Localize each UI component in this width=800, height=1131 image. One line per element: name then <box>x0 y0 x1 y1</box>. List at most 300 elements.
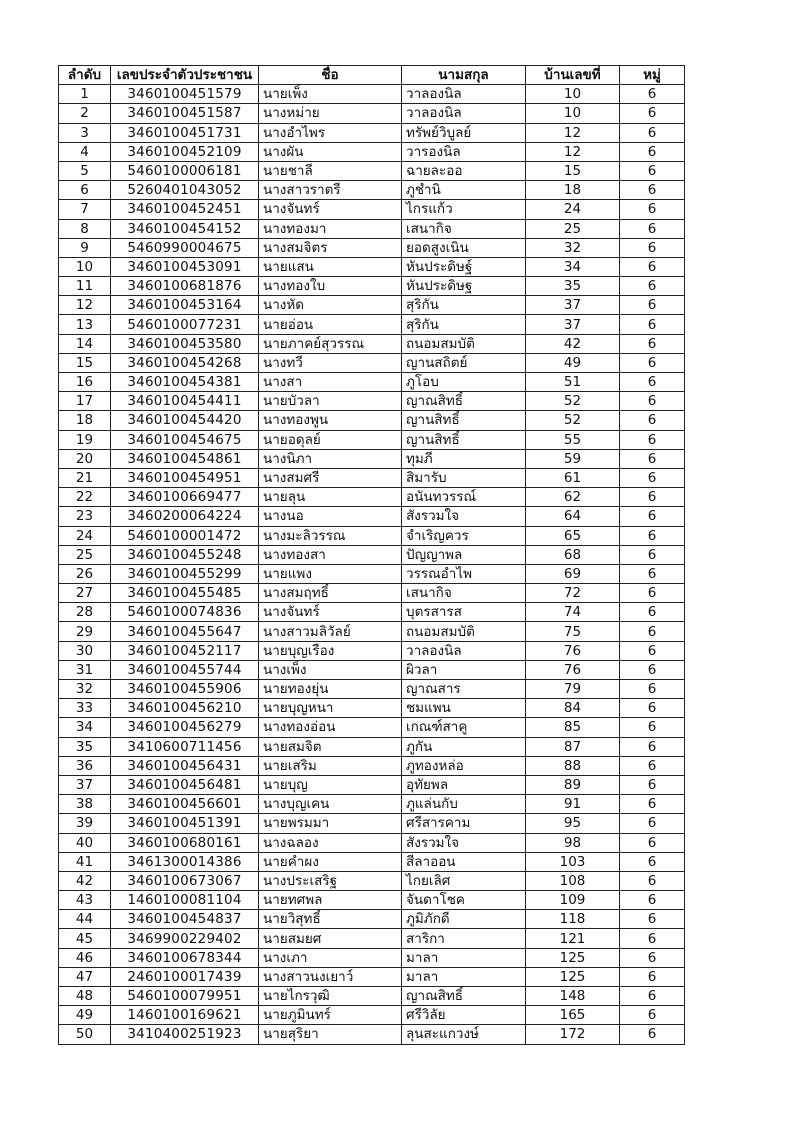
citizen-id-cell: 3460100453091 <box>111 257 259 276</box>
last-name-cell: ฉายละออ <box>402 161 526 180</box>
citizen-id-cell: 3460100455485 <box>111 584 259 603</box>
row-number-cell: 40 <box>59 833 111 852</box>
table-row <box>59 545 685 564</box>
moo-cell: 6 <box>620 526 685 545</box>
house-number-cell: 37 <box>526 315 620 334</box>
moo-cell: 6 <box>620 277 685 296</box>
citizen-id-cell: 3460100678344 <box>111 948 259 967</box>
table-row <box>59 641 685 660</box>
citizen-id-cell: 3460100453164 <box>111 296 259 315</box>
moo-cell: 6 <box>620 449 685 468</box>
last-name-cell: ยอดสูงเนิน <box>402 238 526 257</box>
moo-cell: 6 <box>620 699 685 718</box>
table-row <box>59 411 685 430</box>
house-number-cell: 10 <box>526 85 620 104</box>
last-name-cell: หันประดิษฐ์ <box>402 257 526 276</box>
row-number-cell: 30 <box>59 641 111 660</box>
row-number-cell: 36 <box>59 756 111 775</box>
header-house-number: บ้านเลขที่ <box>526 66 620 85</box>
row-number-cell: 47 <box>59 967 111 986</box>
last-name-cell: ญานสิทธิ์ <box>402 411 526 430</box>
house-number-cell: 12 <box>526 123 620 142</box>
last-name-cell: ภูกัน <box>402 737 526 756</box>
moo-cell: 6 <box>620 967 685 986</box>
last-name-cell: สาริกา <box>402 929 526 948</box>
table-row <box>59 910 685 929</box>
first-name-cell: นางหัด <box>259 296 402 315</box>
header-moo: หมู่ <box>620 66 685 85</box>
first-name-cell: นายเพ็ง <box>259 85 402 104</box>
first-name-cell: นางผัน <box>259 142 402 161</box>
last-name-cell: ภูชำนิ <box>402 181 526 200</box>
house-number-cell: 98 <box>526 833 620 852</box>
table-row <box>59 85 685 104</box>
row-number-cell: 35 <box>59 737 111 756</box>
house-number-cell: 109 <box>526 891 620 910</box>
first-name-cell: นายทศพล <box>259 891 402 910</box>
row-number-cell: 43 <box>59 891 111 910</box>
citizen-id-cell: 3460100456431 <box>111 756 259 775</box>
table-row <box>59 1025 685 1044</box>
first-name-cell: นางสาวมลิวัลย์ <box>259 622 402 641</box>
table-row <box>59 353 685 372</box>
table-row <box>59 699 685 718</box>
citizen-id-cell: 5460100074836 <box>111 603 259 622</box>
first-name-cell: นางสมศรี <box>259 468 402 487</box>
first-name-cell: นายแพง <box>259 564 402 583</box>
house-number-cell: 89 <box>526 775 620 794</box>
citizen-id-cell: 3460100452451 <box>111 200 259 219</box>
citizen-id-cell: 3460100680161 <box>111 833 259 852</box>
citizen-id-cell: 3460100451731 <box>111 123 259 142</box>
house-number-cell: 52 <box>526 392 620 411</box>
house-number-cell: 37 <box>526 296 620 315</box>
moo-cell: 6 <box>620 373 685 392</box>
last-name-cell: ทรัพย์วิบูลย์ <box>402 123 526 142</box>
citizen-id-cell: 3460100456279 <box>111 718 259 737</box>
table-row <box>59 468 685 487</box>
first-name-cell: นางเภา <box>259 948 402 967</box>
resident-table <box>58 65 685 1045</box>
last-name-cell: ทุมภี <box>402 449 526 468</box>
citizen-id-cell: 3460100454675 <box>111 430 259 449</box>
citizen-id-cell: 3460100454381 <box>111 373 259 392</box>
row-number-cell: 41 <box>59 852 111 871</box>
moo-cell: 6 <box>620 852 685 871</box>
last-name-cell: ไกรแก้ว <box>402 200 526 219</box>
last-name-cell: จันดาโชค <box>402 891 526 910</box>
table-row <box>59 891 685 910</box>
first-name-cell: นายสมจิต <box>259 737 402 756</box>
moo-cell: 6 <box>620 718 685 737</box>
moo-cell: 6 <box>620 929 685 948</box>
first-name-cell: นายชาลี <box>259 161 402 180</box>
last-name-cell: ภูมิภักดี <box>402 910 526 929</box>
house-number-cell: 55 <box>526 430 620 449</box>
house-number-cell: 91 <box>526 795 620 814</box>
row-number-cell: 22 <box>59 488 111 507</box>
first-name-cell: นายสุริยา <box>259 1025 402 1044</box>
last-name-cell: ลุนสะแกวงษ์ <box>402 1025 526 1044</box>
citizen-id-cell: 3460100456481 <box>111 775 259 794</box>
row-number-cell: 25 <box>59 545 111 564</box>
house-number-cell: 69 <box>526 564 620 583</box>
house-number-cell: 118 <box>526 910 620 929</box>
house-number-cell: 172 <box>526 1025 620 1044</box>
row-number-cell: 18 <box>59 411 111 430</box>
last-name-cell: ไกยเลิศ <box>402 871 526 890</box>
last-name-cell: ญานสิทธิ์ <box>402 430 526 449</box>
moo-cell: 6 <box>620 833 685 852</box>
moo-cell: 6 <box>620 737 685 756</box>
first-name-cell: นางจันทร์ <box>259 200 402 219</box>
house-number-cell: 51 <box>526 373 620 392</box>
first-name-cell: นายทองยุ่น <box>259 680 402 699</box>
house-number-cell: 121 <box>526 929 620 948</box>
last-name-cell: เสนากิจ <box>402 584 526 603</box>
last-name-cell: สิมารับ <box>402 468 526 487</box>
citizen-id-cell: 1460100081104 <box>111 891 259 910</box>
table-row <box>59 296 685 315</box>
first-name-cell: นางสา <box>259 373 402 392</box>
table-row <box>59 104 685 123</box>
citizen-id-cell: 3410600711456 <box>111 737 259 756</box>
table-row <box>59 1006 685 1025</box>
table-row <box>59 526 685 545</box>
citizen-id-cell: 3460100454268 <box>111 353 259 372</box>
header-row <box>59 66 685 85</box>
house-number-cell: 72 <box>526 584 620 603</box>
moo-cell: 6 <box>620 987 685 1006</box>
citizen-id-cell: 3460100453580 <box>111 334 259 353</box>
citizen-id-cell: 3461300014386 <box>111 852 259 871</box>
house-number-cell: 49 <box>526 353 620 372</box>
row-number-cell: 37 <box>59 775 111 794</box>
table-row <box>59 219 685 238</box>
row-number-cell: 4 <box>59 142 111 161</box>
row-number-cell: 20 <box>59 449 111 468</box>
house-number-cell: 12 <box>526 142 620 161</box>
last-name-cell: วาลองนิล <box>402 104 526 123</box>
table-row <box>59 948 685 967</box>
last-name-cell: อนันทวรรณ์ <box>402 488 526 507</box>
row-number-cell: 45 <box>59 929 111 948</box>
table-row <box>59 315 685 334</box>
moo-cell: 6 <box>620 181 685 200</box>
last-name-cell: วรรณอำไพ <box>402 564 526 583</box>
moo-cell: 6 <box>620 564 685 583</box>
row-number-cell: 28 <box>59 603 111 622</box>
citizen-id-cell: 3460100455248 <box>111 545 259 564</box>
row-number-cell: 48 <box>59 987 111 1006</box>
table-row <box>59 680 685 699</box>
moo-cell: 6 <box>620 200 685 219</box>
house-number-cell: 108 <box>526 871 620 890</box>
row-number-cell: 38 <box>59 795 111 814</box>
first-name-cell: นางทองอ่อน <box>259 718 402 737</box>
house-number-cell: 76 <box>526 660 620 679</box>
row-number-cell: 1 <box>59 85 111 104</box>
house-number-cell: 88 <box>526 756 620 775</box>
first-name-cell: นายบุญ <box>259 775 402 794</box>
citizen-id-cell: 1460100169621 <box>111 1006 259 1025</box>
last-name-cell: สุริกัน <box>402 315 526 334</box>
first-name-cell: นายบัวลา <box>259 392 402 411</box>
citizen-id-cell: 5460100079951 <box>111 987 259 1006</box>
last-name-cell: ญาณสาร <box>402 680 526 699</box>
house-number-cell: 62 <box>526 488 620 507</box>
last-name-cell: ภูโอบ <box>402 373 526 392</box>
citizen-id-cell: 3469900229402 <box>111 929 259 948</box>
citizen-id-cell: 3460200064224 <box>111 507 259 526</box>
row-number-cell: 15 <box>59 353 111 372</box>
first-name-cell: นายเสริม <box>259 756 402 775</box>
row-number-cell: 42 <box>59 871 111 890</box>
first-name-cell: นางทองพูน <box>259 411 402 430</box>
moo-cell: 6 <box>620 104 685 123</box>
row-number-cell: 29 <box>59 622 111 641</box>
citizen-id-cell: 5460100001472 <box>111 526 259 545</box>
table-header <box>59 66 685 85</box>
row-number-cell: 34 <box>59 718 111 737</box>
first-name-cell: นายคำผง <box>259 852 402 871</box>
house-number-cell: 34 <box>526 257 620 276</box>
moo-cell: 6 <box>620 948 685 967</box>
moo-cell: 6 <box>620 871 685 890</box>
first-name-cell: นางหม่าย <box>259 104 402 123</box>
row-number-cell: 31 <box>59 660 111 679</box>
last-name-cell: บุตรสารส <box>402 603 526 622</box>
house-number-cell: 74 <box>526 603 620 622</box>
first-name-cell: นางทองสา <box>259 545 402 564</box>
first-name-cell: นายวิสุทธิ์ <box>259 910 402 929</box>
first-name-cell: นางทวี <box>259 353 402 372</box>
citizen-id-cell: 3460100454411 <box>111 392 259 411</box>
table-row <box>59 449 685 468</box>
house-number-cell: 68 <box>526 545 620 564</box>
table-row <box>59 161 685 180</box>
last-name-cell: ชมแพน <box>402 699 526 718</box>
table-row <box>59 142 685 161</box>
last-name-cell: สังรวมใจ <box>402 507 526 526</box>
last-name-cell: มาลา <box>402 967 526 986</box>
citizen-id-cell: 3460100456210 <box>111 699 259 718</box>
row-number-cell: 13 <box>59 315 111 334</box>
citizen-id-cell: 3410400251923 <box>111 1025 259 1044</box>
house-number-cell: 125 <box>526 967 620 986</box>
table-row <box>59 334 685 353</box>
first-name-cell: นางเพ็ง <box>259 660 402 679</box>
header-first-name: ชื่อ <box>259 66 402 85</box>
citizen-id-cell: 5460990004675 <box>111 238 259 257</box>
table-row <box>59 584 685 603</box>
header-id: เลขประจำตัวประชาชน <box>111 66 259 85</box>
last-name-cell: มาลา <box>402 948 526 967</box>
moo-cell: 6 <box>620 891 685 910</box>
row-number-cell: 19 <box>59 430 111 449</box>
moo-cell: 6 <box>620 257 685 276</box>
moo-cell: 6 <box>620 603 685 622</box>
moo-cell: 6 <box>620 622 685 641</box>
first-name-cell: นายบุญหนา <box>259 699 402 718</box>
table-row <box>59 622 685 641</box>
table-body <box>59 85 685 1044</box>
moo-cell: 6 <box>620 756 685 775</box>
moo-cell: 6 <box>620 545 685 564</box>
table-row <box>59 852 685 871</box>
first-name-cell: นายอ่อน <box>259 315 402 334</box>
moo-cell: 6 <box>620 584 685 603</box>
table-row <box>59 488 685 507</box>
last-name-cell: ญานสถิตย์ <box>402 353 526 372</box>
first-name-cell: นางอำไพร <box>259 123 402 142</box>
moo-cell: 6 <box>620 660 685 679</box>
moo-cell: 6 <box>620 392 685 411</box>
table-row <box>59 660 685 679</box>
first-name-cell: นางมะลิวรรณ <box>259 526 402 545</box>
row-number-cell: 39 <box>59 814 111 833</box>
row-number-cell: 3 <box>59 123 111 142</box>
house-number-cell: 32 <box>526 238 620 257</box>
house-number-cell: 24 <box>526 200 620 219</box>
moo-cell: 6 <box>620 353 685 372</box>
moo-cell: 6 <box>620 468 685 487</box>
last-name-cell: สีลาออน <box>402 852 526 871</box>
moo-cell: 6 <box>620 641 685 660</box>
moo-cell: 6 <box>620 775 685 794</box>
citizen-id-cell: 3460100455744 <box>111 660 259 679</box>
moo-cell: 6 <box>620 161 685 180</box>
house-number-cell: 61 <box>526 468 620 487</box>
row-number-cell: 26 <box>59 564 111 583</box>
moo-cell: 6 <box>620 1025 685 1044</box>
row-number-cell: 10 <box>59 257 111 276</box>
first-name-cell: นางทองใบ <box>259 277 402 296</box>
house-number-cell: 84 <box>526 699 620 718</box>
last-name-cell: วารองนิล <box>402 142 526 161</box>
table-row <box>59 929 685 948</box>
first-name-cell: นายลุน <box>259 488 402 507</box>
row-number-cell: 17 <box>59 392 111 411</box>
row-number-cell: 23 <box>59 507 111 526</box>
row-number-cell: 27 <box>59 584 111 603</box>
last-name-cell: ผิวลา <box>402 660 526 679</box>
last-name-cell: อุทัยพล <box>402 775 526 794</box>
row-number-cell: 16 <box>59 373 111 392</box>
first-name-cell: นางสมฤทธิ์ <box>259 584 402 603</box>
first-name-cell: นายไกรวุฒิ <box>259 987 402 1006</box>
moo-cell: 6 <box>620 411 685 430</box>
table-row <box>59 200 685 219</box>
moo-cell: 6 <box>620 814 685 833</box>
row-number-cell: 33 <box>59 699 111 718</box>
first-name-cell: นายบุญเรือง <box>259 641 402 660</box>
citizen-id-cell: 3460100454861 <box>111 449 259 468</box>
row-number-cell: 46 <box>59 948 111 967</box>
row-number-cell: 32 <box>59 680 111 699</box>
last-name-cell: ศรีสารคาม <box>402 814 526 833</box>
house-number-cell: 64 <box>526 507 620 526</box>
table-row <box>59 833 685 852</box>
moo-cell: 6 <box>620 430 685 449</box>
citizen-id-cell: 3460100673067 <box>111 871 259 890</box>
moo-cell: 6 <box>620 123 685 142</box>
last-name-cell: วาลองนิล <box>402 641 526 660</box>
moo-cell: 6 <box>620 1006 685 1025</box>
house-number-cell: 25 <box>526 219 620 238</box>
row-number-cell: 7 <box>59 200 111 219</box>
citizen-id-cell: 3460100452109 <box>111 142 259 161</box>
citizen-id-cell: 3460100455906 <box>111 680 259 699</box>
citizen-id-cell: 3460100455299 <box>111 564 259 583</box>
table-row <box>59 737 685 756</box>
moo-cell: 6 <box>620 315 685 334</box>
table-row <box>59 507 685 526</box>
first-name-cell: นายพรมมา <box>259 814 402 833</box>
first-name-cell: นางประเสริฐ <box>259 871 402 890</box>
last-name-cell: ถนอมสมบัติ <box>402 334 526 353</box>
first-name-cell: นางฉลอง <box>259 833 402 852</box>
first-name-cell: นายภูมินทร์ <box>259 1006 402 1025</box>
house-number-cell: 65 <box>526 526 620 545</box>
first-name-cell: นายแสน <box>259 257 402 276</box>
citizen-id-cell: 3460100452117 <box>111 641 259 660</box>
house-number-cell: 42 <box>526 334 620 353</box>
citizen-id-cell: 5260401043052 <box>111 181 259 200</box>
row-number-cell: 44 <box>59 910 111 929</box>
moo-cell: 6 <box>620 219 685 238</box>
table-row <box>59 257 685 276</box>
citizen-id-cell: 2460100017439 <box>111 967 259 986</box>
moo-cell: 6 <box>620 910 685 929</box>
row-number-cell: 12 <box>59 296 111 315</box>
last-name-cell: ภูแล่นกับ <box>402 795 526 814</box>
citizen-id-cell: 3460100451579 <box>111 85 259 104</box>
table-row <box>59 277 685 296</box>
row-number-cell: 8 <box>59 219 111 238</box>
house-number-cell: 85 <box>526 718 620 737</box>
row-number-cell: 6 <box>59 181 111 200</box>
house-number-cell: 59 <box>526 449 620 468</box>
table-row <box>59 967 685 986</box>
row-number-cell: 24 <box>59 526 111 545</box>
house-number-cell: 87 <box>526 737 620 756</box>
house-number-cell: 35 <box>526 277 620 296</box>
citizen-id-cell: 3460100454951 <box>111 468 259 487</box>
house-number-cell: 15 <box>526 161 620 180</box>
house-number-cell: 125 <box>526 948 620 967</box>
last-name-cell: เสนากิจ <box>402 219 526 238</box>
house-number-cell: 148 <box>526 987 620 1006</box>
moo-cell: 6 <box>620 795 685 814</box>
moo-cell: 6 <box>620 238 685 257</box>
first-name-cell: นางสมจิตร <box>259 238 402 257</box>
header-no: ลำดับ <box>59 66 111 85</box>
house-number-cell: 165 <box>526 1006 620 1025</box>
row-number-cell: 11 <box>59 277 111 296</box>
last-name-cell: เกณฑ์สาคู <box>402 718 526 737</box>
table-row <box>59 795 685 814</box>
first-name-cell: นางนอ <box>259 507 402 526</box>
row-number-cell: 21 <box>59 468 111 487</box>
moo-cell: 6 <box>620 507 685 526</box>
last-name-cell: จำเริญควร <box>402 526 526 545</box>
table-row <box>59 564 685 583</box>
row-number-cell: 49 <box>59 1006 111 1025</box>
house-number-cell: 76 <box>526 641 620 660</box>
last-name-cell: ปัญญาพล <box>402 545 526 564</box>
citizen-id-cell: 3460100451587 <box>111 104 259 123</box>
